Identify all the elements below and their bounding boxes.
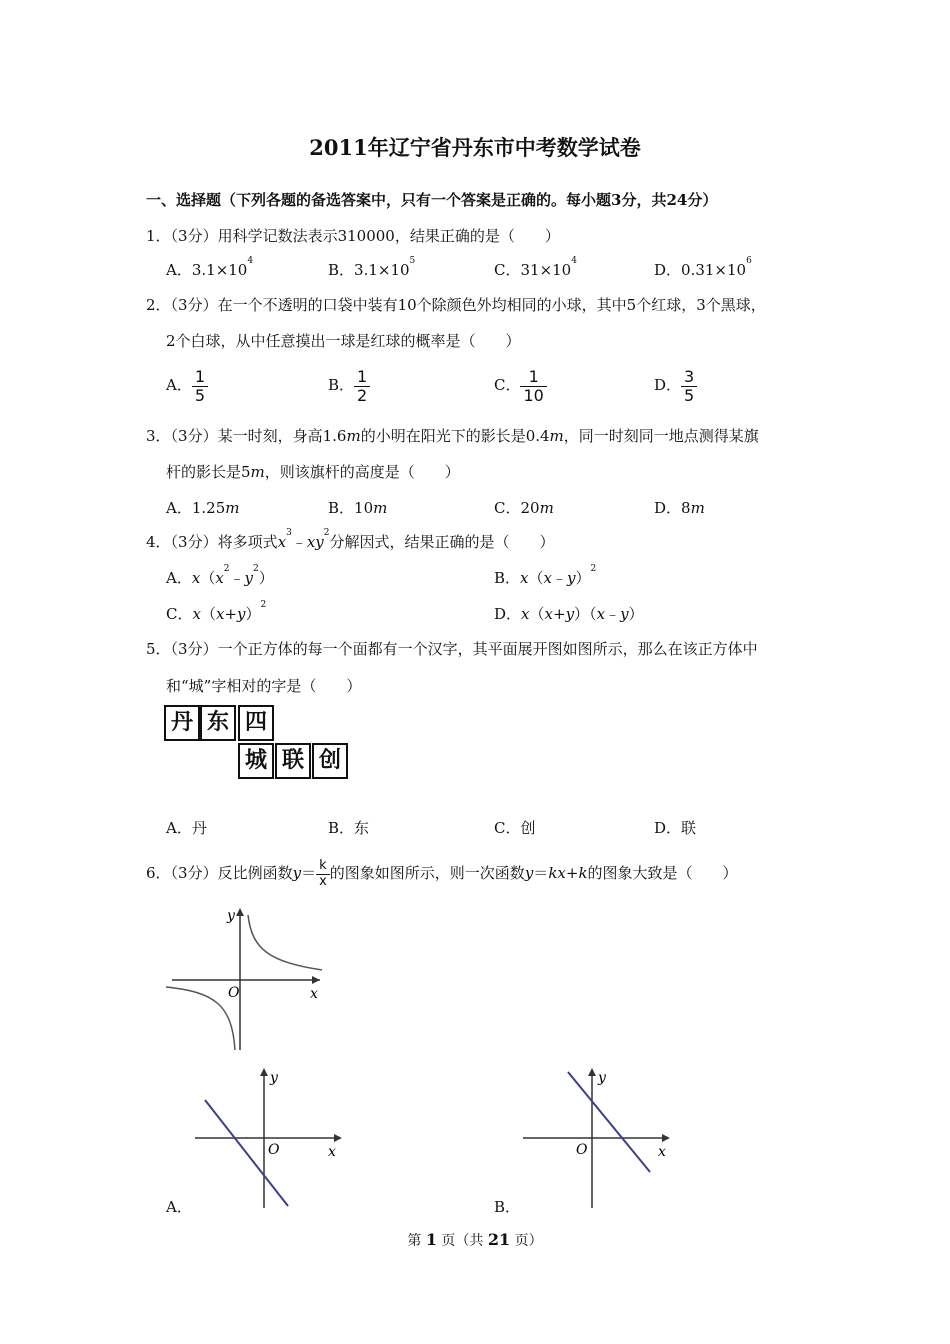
origin-label: O <box>228 985 240 1001</box>
net-cell: 四 <box>238 705 274 741</box>
q5-option-c: C．创 <box>494 819 536 837</box>
q1-option-b: B．$3.1\times 10^5$ <box>328 256 416 279</box>
x-axis-arrow-icon <box>662 1134 670 1142</box>
q5-option-a: A．丹 <box>166 819 207 837</box>
q4-option-b: B．x（x﹣y）$^2$ <box>494 564 597 587</box>
net-cell: 联 <box>275 743 311 779</box>
q5-option-d: D．联 <box>654 819 697 837</box>
q1-option-a: A．$3.1\times 10^4$ <box>166 256 254 279</box>
question-3-line2: 杆的影长是5m，则该旗杆的高度是（ ） <box>166 463 460 481</box>
origin-label: O <box>576 1142 588 1158</box>
line-graph-b <box>518 1060 678 1210</box>
q4-option-a: A．$x(x^2﹣y^2)$ <box>166 564 274 587</box>
x-axis-arrow-icon <box>334 1134 342 1142</box>
q5-option-b: B．东 <box>328 819 370 837</box>
axis-label-y: y <box>598 1070 606 1086</box>
q3-option-c: C．20m <box>494 499 554 517</box>
q4-option-c: C．$x(x+y)^2$ <box>166 600 267 623</box>
line-graph-a <box>190 1060 350 1210</box>
axis-label-y: y <box>227 908 235 924</box>
page-total: 21 <box>487 1230 511 1249</box>
net-cell: 东 <box>200 705 236 741</box>
net-cell: 创 <box>312 743 348 779</box>
net-cell: 丹 <box>164 705 200 741</box>
net-cell: 城 <box>238 743 274 779</box>
q3-option-d: D．8m <box>654 499 705 517</box>
q2-option-d: D． $\frac{3}{5}$ <box>654 368 697 404</box>
question-2-line1: 2．（3分）在一个不透明的口袋中装有10个除颜色外均相同的小球，其中5个红球，3个黑球， <box>146 296 766 314</box>
q2-option-a: A． $\frac{1}{5}$ <box>166 368 208 404</box>
axis-label-x: x <box>310 986 318 1002</box>
page-title: 2011年辽宁省丹东市中考数学试卷 <box>309 135 641 160</box>
q6-option-a: A． <box>166 1198 192 1216</box>
page-number: 1 <box>425 1230 437 1249</box>
hyperbola-graph <box>160 900 330 1055</box>
q3-option-b: B．10m <box>328 499 388 517</box>
question-6-stem: 6．（3分）反比例函数y＝ $\frac{k}{x}$ 的图象如图所示，则一次函数y＝kx+k的图象大致是（ ） <box>146 858 738 889</box>
origin-label: O <box>268 1142 280 1158</box>
question-1-stem: 1．（3分）用科学记数法表示310000，结果正确的是（ ） <box>146 227 560 245</box>
q2-option-c: C． $\frac{1}{10}$ <box>494 368 547 404</box>
question-3-line1: 3．（3分）某一时刻，身高1.6m的小明在阳光下的影长是0.4m，同一时刻同一地点测得某旗 <box>146 427 759 445</box>
hyperbola-branch-lower <box>166 987 235 1050</box>
axis-label-x: x <box>328 1144 336 1160</box>
section-heading: 一、选择题（下列各题的备选答案中，只有一个答案是正确的。每小题3分，共24分） <box>146 191 718 209</box>
q1-option-c: C．$31\times 10^4$ <box>494 256 577 279</box>
q4-option-d: D．x（x+y）（x﹣y） <box>494 605 644 623</box>
y-axis-arrow-icon <box>588 1068 596 1076</box>
axis-label-x: x <box>658 1144 666 1160</box>
x-axis-arrow-icon <box>312 976 320 984</box>
hyperbola-branch-upper <box>248 915 322 970</box>
question-2-line2: 2个白球，从中任意摸出一球是红球的概率是（ ） <box>166 332 521 350</box>
y-axis-arrow-icon <box>260 1068 268 1076</box>
question-5-line1: 5．（3分）一个正方体的每一个面都有一个汉字，其平面展开图如图所示，那么在该正方体中 <box>146 640 758 658</box>
y-axis-arrow-icon <box>236 908 244 916</box>
q2-option-b: B． $\frac{1}{2}$ <box>328 368 370 404</box>
question-5-line2: 和“城”字相对的字是（ ） <box>166 677 362 695</box>
page-footer: 第 1 页（共 21 页） <box>407 1230 543 1249</box>
q6-option-b: B． <box>494 1198 521 1216</box>
q3-option-a: A．1.25m <box>166 499 240 517</box>
axis-label-y: y <box>270 1070 278 1086</box>
q1-option-d: D．$0.31\times 10^6$ <box>654 256 752 279</box>
question-4-stem: 4．（3分）将多项式$x^3﹣xy^2$分解因式，结果正确的是（ ） <box>146 528 555 551</box>
